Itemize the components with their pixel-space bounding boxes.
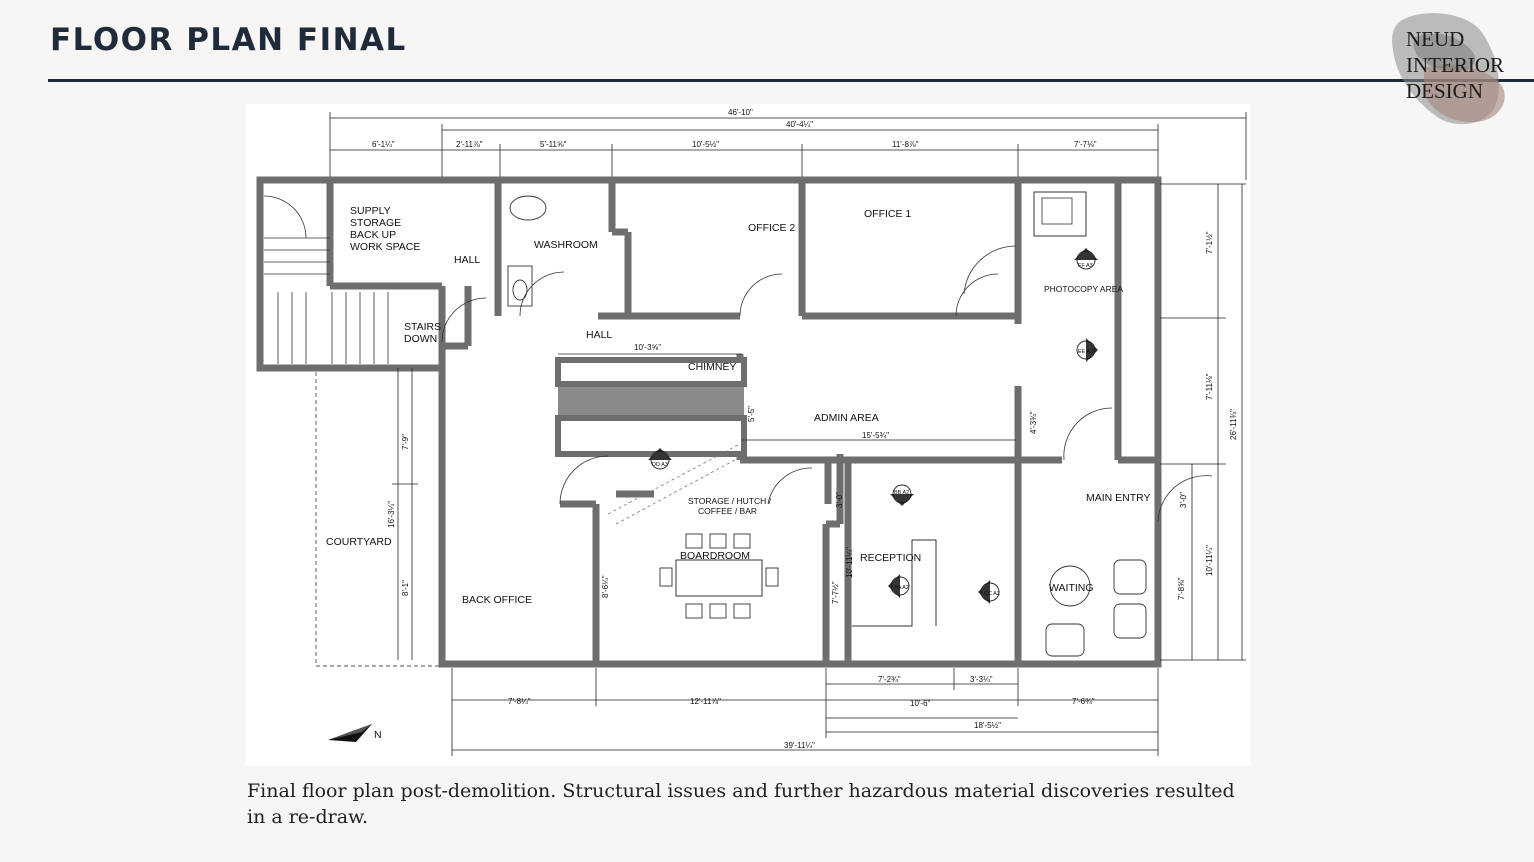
marker-ee <box>1077 338 1098 362</box>
dim-top-seg-6: 7'-7⅛" <box>1074 140 1097 149</box>
label-main-entry: MAIN ENTRY <box>1086 492 1151 504</box>
dim-bottom-overall: 39'-11¼" <box>784 741 815 750</box>
marker-cc <box>978 580 1000 604</box>
dim-top-seg-1: 6'-1¼" <box>372 140 395 149</box>
dim-reception-lower: 7'-7½" <box>831 581 840 604</box>
dim-admin-height: 5'-5" <box>747 406 756 422</box>
label-courtyard: COURTYARD <box>326 536 392 548</box>
dim-top-seg-2: 2'-11⅞" <box>456 140 483 149</box>
dim-admin-side: 4'-3¾" <box>1029 411 1038 434</box>
waiting-chairs-icon <box>1046 560 1146 656</box>
logo-line-2: INTERIOR <box>1406 53 1504 77</box>
dim-bottom-seg-3: 7'-2¾" <box>878 675 901 684</box>
label-reception: RECEPTION <box>860 552 922 564</box>
courtyard-outline <box>316 372 442 666</box>
dim-right-seg-3: 10'-11¼" <box>1205 545 1214 576</box>
label-supply-4: WORK SPACE <box>350 241 421 253</box>
dim-bottom-seg-5: 7'-6¾" <box>1072 697 1095 706</box>
dim-bottom-seg-2: 12'-11⅞" <box>690 697 721 706</box>
dim-admin-width: 15'-5¾" <box>862 431 890 440</box>
marker-cc-label: CC A2 <box>984 591 1000 597</box>
north-arrow-icon <box>328 724 382 742</box>
dim-bottom-seg-1: 7'-8¼" <box>508 697 531 706</box>
dim-courtyard-2: 16'-3¼" <box>387 500 396 528</box>
dim-right-overall: 26'-11¾" <box>1229 409 1238 440</box>
dim-boardroom-side: 8'-6¼" <box>601 575 610 598</box>
label-supply-2: STORAGE <box>350 217 402 229</box>
brand-logo <box>1384 8 1524 133</box>
label-storage-2: COFFEE / BAR <box>698 506 758 516</box>
dim-bottom-right: 18'-5½" <box>974 721 1002 730</box>
label-supply-1: SUPPLY <box>350 205 391 217</box>
logo-line-1: NEUD <box>1406 27 1465 51</box>
label-boardroom: BOARDROOM <box>680 550 751 562</box>
dim-entry-side: 3'-0" <box>1179 492 1188 508</box>
dim-right-seg-1: 7'-1½" <box>1205 231 1214 254</box>
label-back-office: BACK OFFICE <box>462 594 533 606</box>
label-stairs-2: DOWN <box>404 333 438 345</box>
dim-bottom-mid: 10'-6" <box>910 699 931 708</box>
marker-bb-label: BB A2 <box>894 490 910 496</box>
label-hall-mid: HALL <box>586 329 613 341</box>
dim-top-seg-3: 5'-11⅝" <box>540 140 567 149</box>
chimney-bottom <box>558 418 744 454</box>
marker-dd-label: DD A3 <box>652 462 668 468</box>
label-stairs-1: STAIRS <box>404 321 442 333</box>
dim-top-seg-4: 10'-5½" <box>692 140 720 149</box>
dim-right-seg-2: 7'-11⅛" <box>1205 373 1214 400</box>
marker-ff <box>1074 248 1098 269</box>
dim-waiting-height: 7'-8⅝" <box>1177 577 1186 600</box>
dim-bottom-seg-4: 3'-3¼" <box>970 675 993 684</box>
label-chimney: CHIMNEY <box>688 361 737 373</box>
north-label: N <box>374 729 382 741</box>
logo-line-3: DESIGN <box>1406 79 1483 103</box>
title-rule <box>48 79 1534 82</box>
marker-ff-label: FF A3 <box>1078 263 1093 269</box>
dim-top-2: 40'-4¼" <box>786 120 814 129</box>
label-hall-top: HALL <box>454 254 481 266</box>
dim-reception-height: 10'-11¼" <box>845 547 854 578</box>
floor-plan-drawing <box>246 104 1250 766</box>
marker-bb <box>890 485 914 506</box>
label-waiting: WAITING <box>1049 582 1094 594</box>
floor-plan-svg <box>246 104 1250 766</box>
label-washroom: WASHROOM <box>534 239 598 251</box>
label-office-2: OFFICE 2 <box>748 222 796 234</box>
marker-aa <box>888 574 909 598</box>
label-admin-area: ADMIN AREA <box>814 412 879 424</box>
caption: Final floor plan post-demolition. Structural issues and further hazardous material discoveries resulted in a re-draw. <box>247 780 1235 828</box>
label-storage-1: STORAGE / HUTCH / <box>688 496 771 506</box>
chimney-block <box>558 384 744 418</box>
dim-courtyard-1: 7'-9" <box>401 434 410 450</box>
dim-top-seg-5: 11'-8⅞" <box>892 140 919 149</box>
dim-courtyard-3: 8'-1" <box>401 580 410 596</box>
page-title: FLOOR PLAN FINAL <box>50 22 407 58</box>
label-photocopy: PHOTOCOPY AREA <box>1044 284 1124 294</box>
marker-aa-label: AA A2 <box>894 585 909 591</box>
marker-ee-label: EE A3 <box>1078 349 1094 355</box>
toilet-icon <box>510 196 546 220</box>
label-office-1: OFFICE 1 <box>864 208 912 220</box>
dim-hall-mid: 10'-3⅝" <box>634 343 662 352</box>
boardroom-table-icon <box>676 560 762 596</box>
stairs-treads <box>264 238 388 364</box>
dim-reception-side: 3'-0" <box>835 492 844 508</box>
dim-overall-top: 46'-10" <box>728 108 753 117</box>
label-supply-3: BACK UP <box>350 229 397 241</box>
